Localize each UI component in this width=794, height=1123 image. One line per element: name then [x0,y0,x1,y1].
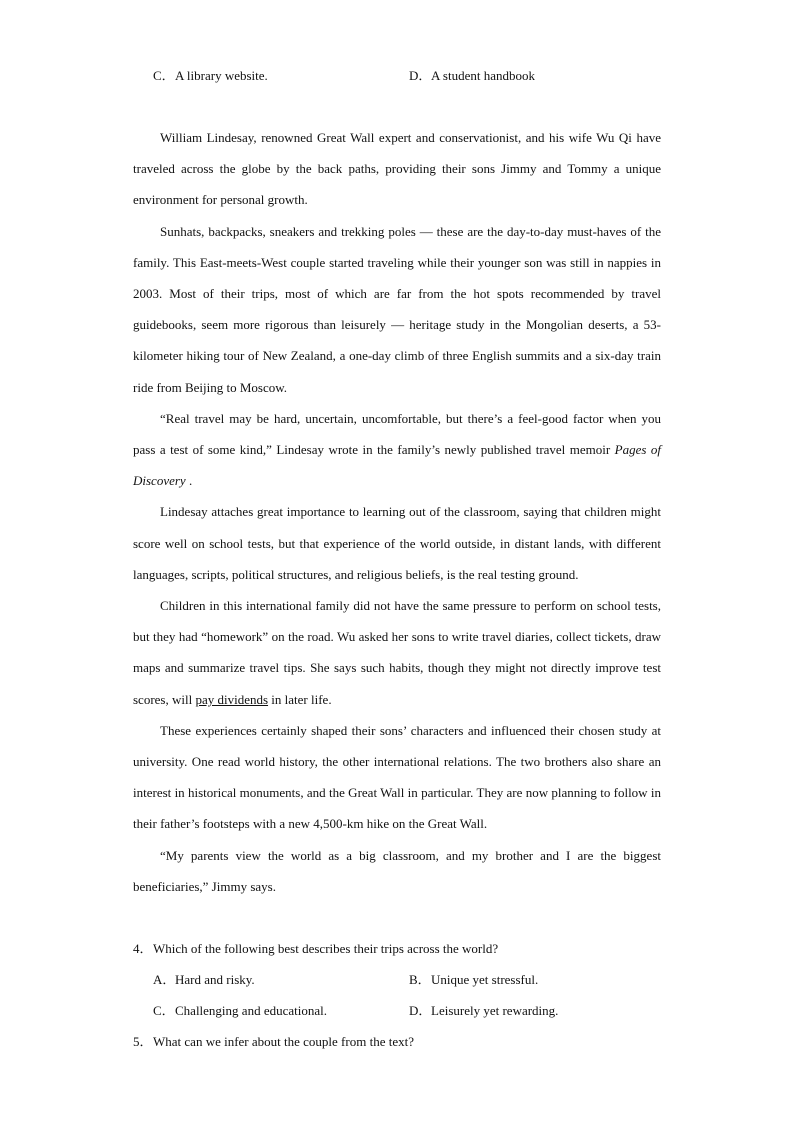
option-letter: D． [409,1003,432,1018]
option-letter: A． [153,972,176,987]
prev-question-options [0,66,794,86]
book-title: Pages of Discovery [133,442,661,489]
question-4-options-row-1 [0,970,794,990]
paragraph-3 [133,403,661,497]
paragraph-7: “My parents view the world as a big classroom, and my brother and I are the biggest beneficiaries,” Jimmy says. [133,847,661,894]
paragraph-5 [133,590,661,715]
paragraph-5-end: in later life. [268,691,332,707]
paragraph-4: Lindesay attaches great importance to learning out of the classroom, saying that children might score well on school tests, but that experience of the world outside, in distant lands, with different languages, scripts, political structures, and religious beliefs, is the real testing ground. [133,504,661,582]
question-text: What can we infer about the couple from the text? [153,1034,414,1049]
option-letter: B． [409,972,431,987]
option-text: Hard and risky. [175,972,255,987]
paragraph-2: Sunhats, backpacks, sneakers and trekking poles — these are the day-to-day must-haves of the family. This East-meets-West couple started traveling while their younger son was still in nappies in 2003. Most of their trips, most of which are far from the hot spots recommended by travel guidebooks, seem more rigorous than leisurely — heritage study in the Mongolian deserts, a 53-kilometer hiking tour of New Zealand, a one-day climb of three English summits and a six-day train ride from Beijing to Moscow. [133,223,661,395]
option-c[interactable] [153,66,268,86]
underlined-phrase: pay dividends [195,691,269,707]
question-4 [133,939,498,959]
question-5 [133,1032,414,1052]
option-text: A student handbook [431,68,535,83]
reading-passage [133,122,661,902]
option-d[interactable] [409,66,535,86]
option-letter: C． [153,68,175,83]
option-letter: D． [409,68,432,83]
question-text: Which of the following best describes their trips across the world? [153,941,499,956]
option-text: Challenging and educational. [175,1003,327,1018]
paragraph-1: William Lindesay, renowned Great Wall expert and conservationist, and his wife Wu Qi have traveled across the globe by the back paths, providing their sons Jimmy and Tommy a unique environment for personal growth. [133,130,661,208]
paragraph-6: These experiences certainly shaped their sons’ characters and influenced their chosen study at university. One read world history, the other international relations. The two brothers also share an interest in historical monuments, and the Great Wall in particular. They are now planning to follow in their father’s footsteps with a new 4,500-km hike on the Great Wall. [133,722,661,832]
option-a[interactable] [153,970,255,990]
option-text: Leisurely yet rewarding. [431,1003,559,1018]
option-letter: C． [153,1003,175,1018]
option-text: A library website. [175,68,268,83]
option-d[interactable] [409,1001,558,1021]
question-number: 4． [133,941,153,956]
option-text: Unique yet stressful. [431,972,539,987]
option-c[interactable] [153,1001,327,1021]
question-number: 5． [133,1034,153,1049]
question-4-options-row-2 [0,1001,794,1021]
paragraph-3-end: . [185,473,193,489]
paragraph-3-text: “Real travel may be hard, uncertain, uncomfortable, but there’s a feel-good factor when you pass a test of some kind,” Lindesay wrote in the family’s newly published travel memoir [133,410,661,458]
paragraph-5-text: Children in this international family did not have the same pressure to perform on school tests, but they had “homework” on the road. Wu asked her sons to write travel diaries, collect tickets, draw maps and summarize travel tips. She says such habits, though they might not directly improve test scores, will [133,598,661,707]
option-b[interactable] [409,970,538,990]
